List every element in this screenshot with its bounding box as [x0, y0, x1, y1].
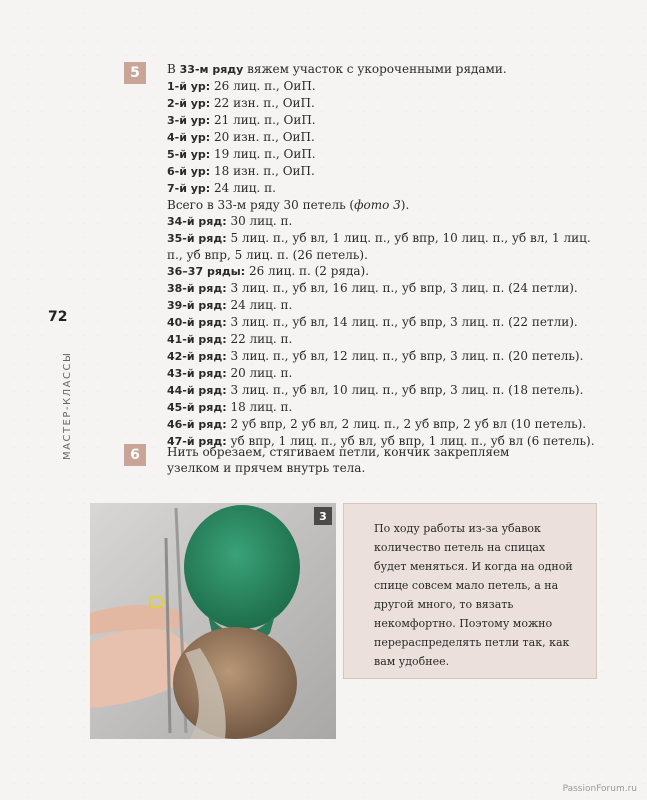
row-instruction — [167, 331, 607, 348]
row-instruction — [167, 146, 607, 163]
row-instruction — [167, 180, 607, 197]
row-text: 26 лиц. п., ОиП. — [210, 79, 316, 93]
row-text: 24 лиц. п. — [226, 298, 293, 312]
row-label: 40-й ряд: — [167, 316, 227, 329]
row-label: 41-й ряд: — [167, 333, 227, 346]
row-label: 5-й ур: — [167, 148, 211, 161]
row-label: 4-й ур: — [167, 131, 211, 144]
step-badge-6: 6 — [124, 444, 146, 466]
row-text: 21 лиц. п., ОиП. — [210, 113, 316, 127]
step-5-total — [167, 197, 607, 213]
row-instruction — [167, 365, 607, 382]
row-label: 35-й ряд: — [167, 232, 227, 245]
step-6-paragraph: Нить обрезаем, стягиваем петли, кончик закрепляем узелком и прячем внутрь тела. — [167, 445, 510, 475]
rows-list — [167, 213, 607, 450]
photo-number-badge: 3 — [314, 507, 332, 525]
row-text: 18 лиц. п. — [226, 400, 293, 414]
row-label: 7-й ур: — [167, 182, 211, 195]
row-label: 46-й ряд: — [167, 418, 227, 431]
row-text: 5 лиц. п., уб вл, 1 лиц. п., уб впр, 10 лиц. п., уб вл, 1 лиц. п., уб впр, 5 лиц. п. (26 петель). — [167, 231, 591, 262]
row-text: 24 лиц. п. — [210, 181, 276, 195]
tip-text: По ходу работы из-за убавок количество петель на спицах будет меняться. И когда на одной спице совсем мало петель, а на другой много, то вязать некомфортно. Поэтому можно перераспределять петли так, как вам удобнее. — [374, 522, 573, 668]
row-text: 26 лиц. п. (2 ряда). — [245, 264, 370, 278]
intro-bold: 33-м ряду — [179, 63, 244, 76]
row-text: 3 лиц. п., уб вл, 10 лиц. п., уб впр, 3 лиц. п. (18 петель). — [226, 383, 584, 397]
row-label: 6-й ур: — [167, 165, 211, 178]
row-text: 20 изн. п., ОиП. — [210, 130, 315, 144]
row-text: 2 уб впр, 2 уб вл, 2 лиц. п., 2 уб впр, 2 уб вл (10 петель). — [226, 417, 587, 431]
row-text: 18 изн. п., ОиП. — [210, 164, 315, 178]
row-label: 39-й ряд: — [167, 299, 227, 312]
row-label: 2-й ур: — [167, 97, 211, 110]
row-text: 3 лиц. п., уб вл, 14 лиц. п., уб впр, 3 лиц. п. (22 петли). — [226, 315, 578, 329]
intro-text-end: вяжем участок с укороченными рядами. — [243, 62, 507, 76]
row-instruction — [167, 297, 607, 314]
section-label: МАСТЕР-КЛАССЫ — [62, 351, 73, 460]
row-label: 38-й ряд: — [167, 282, 227, 295]
row-label: 44-й ряд: — [167, 384, 227, 397]
green-knitted-head — [184, 505, 300, 629]
row-text: 20 лиц. п. — [226, 366, 293, 380]
short-rows-list — [167, 78, 607, 197]
step-badge-5: 5 — [124, 62, 146, 84]
row-instruction — [167, 348, 607, 365]
row-instruction — [167, 230, 607, 263]
row-text: 3 лиц. п., уб вл, 12 лиц. п., уб впр, 3 лиц. п. (20 петель). — [226, 349, 584, 363]
row-label: 3-й ур: — [167, 114, 211, 127]
row-label: 42-й ряд: — [167, 350, 227, 363]
row-text: 22 изн. п., ОиП. — [210, 96, 315, 110]
knitting-illustration — [90, 503, 336, 739]
row-instruction — [167, 213, 607, 230]
step-5-intro — [167, 61, 607, 78]
watermark: PassionForum.ru — [562, 784, 637, 794]
intro-text: В — [167, 62, 180, 76]
knitting-photo — [90, 503, 336, 739]
row-instruction — [167, 280, 607, 297]
row-instruction — [167, 263, 607, 280]
row-instruction — [167, 382, 607, 399]
row-text: 19 лиц. п., ОиП. — [210, 147, 316, 161]
brown-knitted-body — [173, 627, 297, 739]
row-label: 34-й ряд: — [167, 215, 227, 228]
row-text: 3 лиц. п., уб вл, 16 лиц. п., уб впр, 3 лиц. п. (24 петли). — [226, 281, 578, 295]
total-text: Всего в 33-м ряду 30 петель ( — [167, 198, 355, 212]
row-label: 43-й ряд: — [167, 367, 227, 380]
step-5-text — [167, 61, 607, 450]
total-text-end: ). — [400, 198, 410, 212]
row-text: 22 лиц. п. — [226, 332, 293, 346]
row-label: 1-й ур: — [167, 80, 211, 93]
step-6-text — [167, 444, 607, 476]
row-instruction — [167, 163, 607, 180]
row-text: 30 лиц. п. — [226, 214, 293, 228]
row-instruction — [167, 78, 607, 95]
row-text: уб впр, 1 лиц. п., уб вл, уб впр, 1 лиц. п., уб вл (6 петель). — [226, 434, 595, 448]
row-instruction — [167, 129, 607, 146]
row-instruction — [167, 95, 607, 112]
row-label: 36–37 ряды: — [167, 265, 246, 278]
row-instruction — [167, 112, 607, 129]
row-label: 45-й ряд: — [167, 401, 227, 414]
photo-reference: фото 3 — [354, 198, 401, 212]
row-instruction — [167, 416, 607, 433]
page-number: 72 — [48, 309, 68, 325]
row-instruction — [167, 314, 607, 331]
row-label: 47-й ряд: — [167, 435, 227, 448]
row-instruction — [167, 399, 607, 416]
